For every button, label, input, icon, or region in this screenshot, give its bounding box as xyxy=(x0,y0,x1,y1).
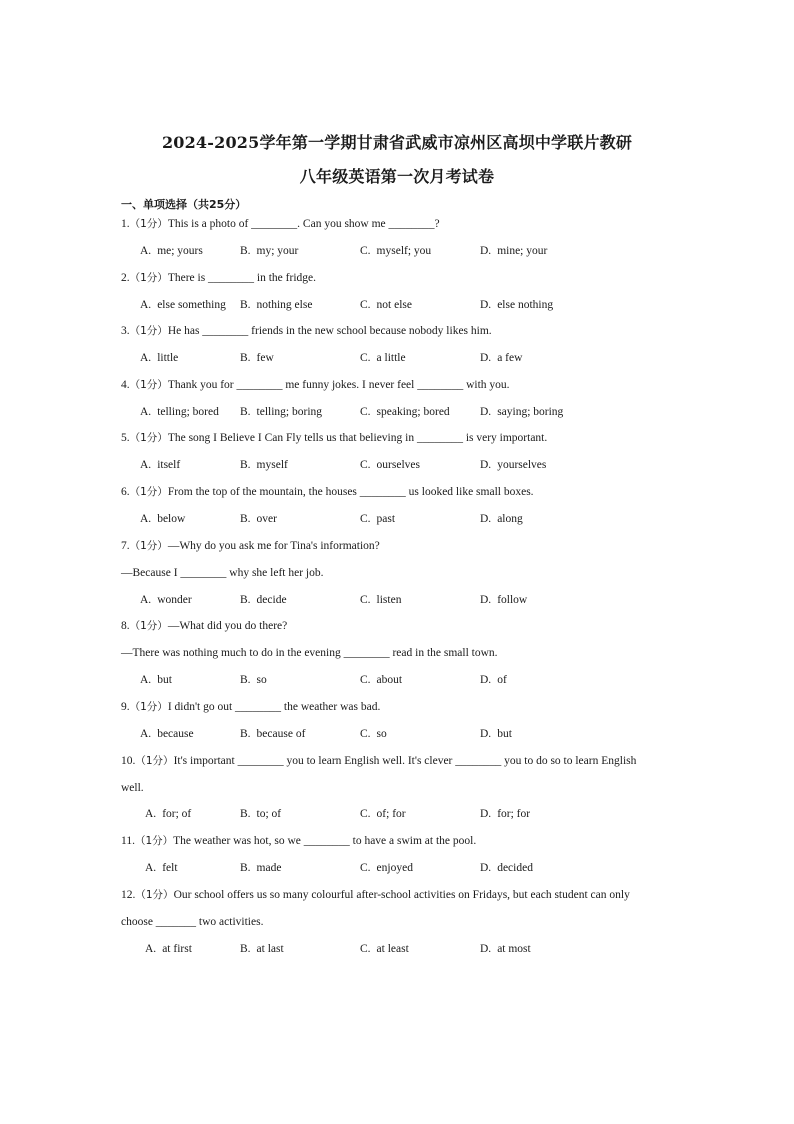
option-a: A. little xyxy=(140,352,179,364)
option-c: C. speaking; bored xyxy=(360,406,450,418)
exam-title-line1: 2024-2025学年第一学期甘肃省武威市凉州区高坝中学联片教研 xyxy=(161,133,633,152)
option-c: C. listen xyxy=(360,594,402,606)
option-d: D. of xyxy=(480,674,507,686)
question-11-stem: 11.（1分）The weather was hot, so we ________ to have a swim at the pool. xyxy=(121,835,477,847)
question-10-stem: 10.（1分）It's important ________ you to learn English well. It's clever ________ you to do so to learn English xyxy=(121,755,637,767)
option-d: D. else nothing xyxy=(480,299,554,311)
option-d: D. follow xyxy=(480,594,528,606)
option-a: A. because xyxy=(140,728,194,740)
option-b: B. so xyxy=(240,674,267,686)
question-5-stem: 5.（1分）The song I Believe I Can Fly tells us that believing in ________ is very important. xyxy=(121,432,548,444)
option-d: D. mine; your xyxy=(480,245,548,257)
option-c: C. enjoyed xyxy=(360,862,413,874)
option-d: D. saying; boring xyxy=(480,406,564,418)
option-c: C. so xyxy=(360,728,387,740)
option-d: D. a few xyxy=(480,352,523,364)
question-7-stem: 7.（1分）—Why do you ask me for Tina's information? xyxy=(121,540,380,552)
option-d: D. at most xyxy=(480,943,531,955)
option-c: C. at least xyxy=(360,943,409,955)
option-a: A. else something xyxy=(140,299,226,311)
option-b: B. decide xyxy=(240,594,287,606)
option-d: D. for; for xyxy=(480,808,531,820)
option-a: A. me; yours xyxy=(140,245,203,257)
exam-title-line2: 八年级英语第一次月考试卷 xyxy=(299,167,495,186)
option-c: C. ourselves xyxy=(360,459,420,471)
option-a: A. at first xyxy=(145,943,192,955)
question-6-stem: 6.（1分）From the top of the mountain, the houses ________ us looked like small boxes. xyxy=(121,486,534,498)
option-d: D. but xyxy=(480,728,512,740)
option-c: C. a little xyxy=(360,352,406,364)
option-b: B. few xyxy=(240,352,274,364)
question-2-stem: 2.（1分）There is ________ in the fridge. xyxy=(121,272,316,284)
option-a: A. below xyxy=(140,513,186,525)
question-4-stem: 4.（1分）Thank you for ________ me funny jokes. I never feel ________ with you. xyxy=(121,379,510,391)
section-heading: 一、单项选择（共25分） xyxy=(121,198,247,211)
question-3-stem: 3.（1分）He has ________ friends in the new school because nobody likes him. xyxy=(121,325,492,337)
option-c: C. not else xyxy=(360,299,412,311)
option-a: A. felt xyxy=(145,862,178,874)
question-9-stem: 9.（1分）I didn't go out ________ the weather was bad. xyxy=(121,701,381,713)
option-a: A. wonder xyxy=(140,594,192,606)
question-12-stem: 12.（1分）Our school offers us so many colourful after-school activities on Fridays, but each student can only xyxy=(121,889,630,901)
option-c: C. past xyxy=(360,513,396,525)
option-a: A. itself xyxy=(140,459,181,471)
option-b: B. made xyxy=(240,862,282,874)
option-b: B. over xyxy=(240,513,277,525)
option-a: A. but xyxy=(140,674,172,686)
question-8-stem: 8.（1分）—What did you do there? xyxy=(121,620,288,632)
option-b: B. telling; boring xyxy=(240,406,323,418)
option-c: C. of; for xyxy=(360,808,406,820)
option-d: D. along xyxy=(480,513,523,525)
option-b: B. myself xyxy=(240,459,288,471)
option-b: B. my; your xyxy=(240,245,299,257)
option-b: B. at last xyxy=(240,943,284,955)
option-b: B. because of xyxy=(240,728,306,740)
question-8-stem-line2: —There was nothing much to do in the evening ________ read in the small town. xyxy=(121,647,498,659)
option-b: B. to; of xyxy=(240,808,282,820)
question-12-stem-line2: choose _______ two activities. xyxy=(121,916,264,928)
option-a: A. telling; bored xyxy=(140,406,219,418)
option-b: B. nothing else xyxy=(240,299,313,311)
option-a: A. for; of xyxy=(145,808,192,820)
option-c: C. about xyxy=(360,674,403,686)
option-d: D. yourselves xyxy=(480,459,547,471)
question-1-stem: 1.（1分）This is a photo of ________. Can you show me ________? xyxy=(121,218,440,230)
option-c: C. myself; you xyxy=(360,245,432,257)
option-d: D. decided xyxy=(480,862,533,874)
question-7-stem-line2: —Because I ________ why she left her job. xyxy=(121,567,324,579)
question-10-stem-line2: well. xyxy=(121,782,144,794)
